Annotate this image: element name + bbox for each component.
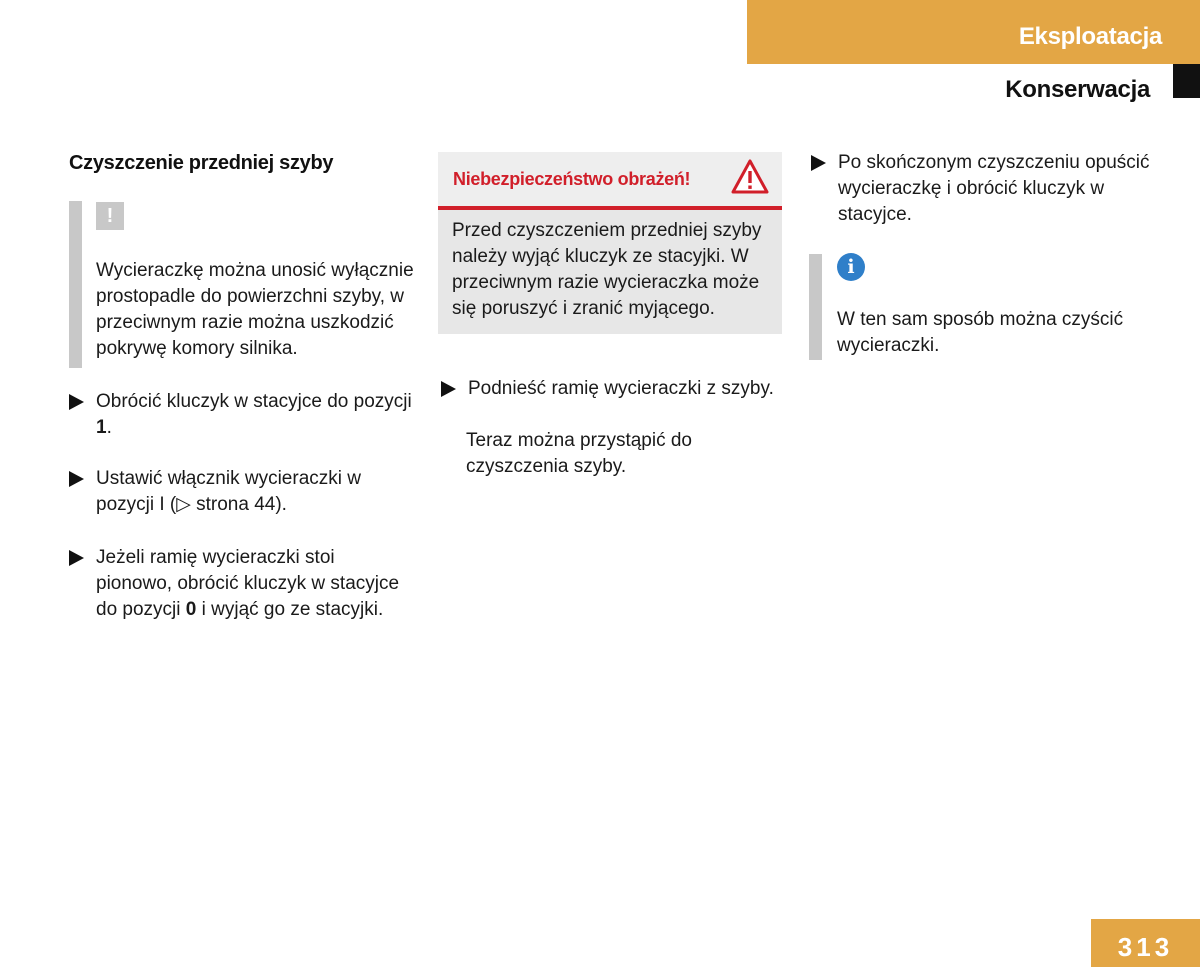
step-text: Jeżeli ramię wycieraczki stoi pionowo, obrócić kluczyk w stacyjce do pozycji 0 i wyjąć go ze stacyjki. xyxy=(96,547,400,620)
exclamation-icon: ! xyxy=(96,202,124,230)
step-item xyxy=(69,545,412,623)
warning-triangle-icon xyxy=(730,158,770,196)
warning-title: Niebezpieczeństwo obrażeń! xyxy=(453,169,691,189)
info-icon: i xyxy=(837,253,865,281)
warning-box xyxy=(438,152,782,334)
step-text: Ustawić włącznik wycieraczki w pozycji I (▷ strona 44). xyxy=(96,468,361,515)
step-text: Podnieść ramię wycieraczki z szyby. xyxy=(468,378,774,399)
info-note-bar xyxy=(809,254,822,360)
step-arrow-icon xyxy=(811,155,826,171)
subsection-title: Konserwacja xyxy=(1005,76,1150,103)
step-arrow-icon xyxy=(441,381,456,397)
step-item xyxy=(811,150,1156,228)
page-number: 313 xyxy=(1117,932,1174,962)
section-tab xyxy=(747,0,1200,64)
page-number-box xyxy=(1091,919,1200,967)
warning-header xyxy=(438,152,782,210)
caution-note-bar xyxy=(69,201,82,368)
info-note-text: W ten sam sposób można czyścić wycieraczki. xyxy=(837,309,1124,356)
step-item xyxy=(441,376,786,402)
caution-note-text: Wycieraczkę można unosić wyłącznie prostopadle do powierzchni szyby, w przeciwnym razie można uszkodzić pokrywę komory silnika. xyxy=(96,260,414,359)
step-arrow-icon xyxy=(69,394,84,410)
section-title: Eksploatacja xyxy=(1018,23,1162,50)
step-item xyxy=(69,466,412,518)
step-item xyxy=(69,389,412,441)
step-text: Obrócić kluczyk w stacyjce do pozycji 1. xyxy=(96,391,412,438)
step-text: Po skończonym czyszczeniu opuścić wycieraczkę i obrócić kluczyk w stacyjce. xyxy=(838,152,1150,225)
warning-text: Przed czyszczeniem przedniej szyby należy wyjąć kluczyk ze stacyjki. W przeciwnym razie wycieraczka może się poruszyć i zranić myjącego. xyxy=(452,220,762,319)
step-arrow-icon xyxy=(69,471,84,487)
thumb-index-marker xyxy=(1173,64,1200,98)
section-heading: Czyszczenie przedniej szyby xyxy=(69,152,334,174)
followup-text: Teraz można przystąpić do czyszczenia szyby. xyxy=(466,430,692,477)
step-arrow-icon xyxy=(69,550,84,566)
